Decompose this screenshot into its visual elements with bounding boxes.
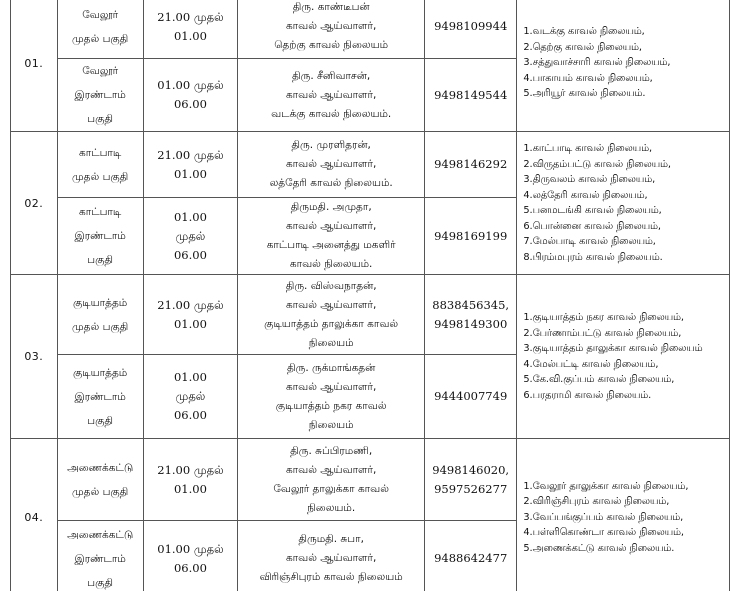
officer-cell-line: காவல் ஆய்வாளர், — [285, 158, 377, 170]
phone-cell — [425, 0, 517, 59]
time-cell — [143, 198, 238, 275]
time-cell-line: 06.00 — [173, 247, 207, 262]
stations-cell-line: 4.லத்தேரி காவல் நிலையம், — [523, 189, 648, 201]
phone-cell-line: 9597526277 — [434, 481, 508, 496]
zone-cell-line: வேலூர் — [82, 65, 119, 77]
time-cell — [143, 0, 238, 59]
stations-cell-line: 3.வேப்பங்குப்பம் காவல் நிலையம், — [523, 511, 684, 523]
officer-cell-line: விரிஞ்சிபுரம் காவல் நிலையம் — [259, 571, 403, 583]
zone-cell-line: முதல் பகுதி — [72, 32, 129, 45]
phone-cell-line: 9498109944 — [434, 19, 508, 33]
officer-cell-line: காவல் ஆய்வாளர், — [285, 88, 377, 101]
stations-cell-line: 4.மேல்பட்டி காவல் நிலையம், — [523, 358, 659, 370]
time-cell-line: 01.00 — [173, 166, 207, 181]
officer-cell-line: தெற்கு காவல் நிலையம் — [274, 39, 389, 51]
time-cell-line: 06.00 — [173, 560, 207, 575]
stations-cell-line: 1.காட்பாடி காவல் நிலையம், — [523, 143, 653, 154]
zone-cell-line: பகுதி — [87, 576, 113, 589]
time-cell — [143, 275, 238, 355]
officer-cell-line: திருமதி. சுபா, — [298, 533, 364, 545]
officer-cell — [238, 198, 425, 275]
serial-number-cell: 01. — [11, 0, 58, 132]
zone-cell-line: அணைக்கட்டு — [67, 461, 134, 474]
officer-cell-line: காவல் ஆய்வாளர், — [285, 380, 377, 393]
officer-cell-line: லத்தேரி காவல் நிலையம். — [269, 177, 393, 189]
officer-cell — [238, 132, 425, 198]
zone-cell-line: இரண்டாம் — [74, 89, 126, 101]
zone-cell-line: முதல் பகுதி — [72, 320, 129, 333]
phone-cell-line: 9498146020, — [432, 462, 510, 477]
officer-cell — [238, 0, 425, 59]
zone-cell — [57, 439, 143, 521]
stations-cell-line: 1.வேலூர் தாலுக்கா காவல் நிலையம், — [523, 480, 689, 492]
stations-cell-line: 2.விருதம்பட்டு காவல் நிலையம், — [523, 158, 672, 170]
officer-cell — [238, 521, 425, 591]
officer-cell-line: நிலையம் — [308, 418, 354, 431]
zone-cell — [57, 521, 143, 591]
zone-cell-line: காட்பாடி — [79, 206, 122, 218]
stations-cell-line: 5.கே.வி.குப்பம் காவல் நிலையம், — [523, 374, 675, 385]
zone-cell-line: வேலூர் — [82, 8, 119, 21]
zone-cell-line: குடியாத்தம் — [73, 366, 128, 379]
stations-cell-line: 1.குடியாத்தம் நகர காவல் நிலையம், — [523, 312, 685, 323]
time-cell-line: 01.00 முதல் — [157, 78, 224, 92]
table-row — [11, 132, 730, 198]
zone-cell-line: காட்பாடி — [79, 146, 122, 159]
zone-cell-line: பகுதி — [87, 113, 113, 125]
stations-cell-line: 3.சத்துவாச்சாரி காவல் நிலையம், — [523, 57, 671, 69]
officer-cell-line: வடக்கு காவல் நிலையம். — [271, 107, 392, 120]
phone-cell-line: 9498149300 — [434, 316, 508, 331]
stations-cell-line: 3.திருவலம் காவல் நிலையம், — [523, 174, 656, 185]
phone-cell-line: 9498169199 — [434, 228, 508, 243]
stations-cell-line: 5.பனமடங்கி காவல் நிலையம், — [523, 205, 662, 216]
time-cell-line: 21.00 முதல் — [157, 462, 224, 477]
time-cell — [143, 132, 238, 198]
stations-cell-line: 6.பொன்னை காவல் நிலையம், — [523, 220, 661, 232]
phone-cell — [425, 198, 517, 275]
time-cell-line: 01.00 — [173, 28, 207, 43]
stations-cell-line: 5.அணைக்கட்டு காவல் நிலையம். — [523, 542, 675, 554]
officer-cell-line: திரு. முரளிதரன், — [291, 139, 371, 151]
stations-cell — [517, 0, 730, 132]
officer-cell-line: திரு. காண்டீபன் — [292, 1, 370, 13]
time-cell-line: 01.00 — [173, 316, 207, 331]
officer-cell-line: காவல் ஆய்வாளர், — [285, 298, 377, 311]
phone-cell-line: 9498146292 — [434, 157, 508, 171]
time-cell-line: 01.00 — [173, 370, 207, 384]
stations-cell-line: 7.மேல்பாடி காவல் நிலையம், — [523, 236, 656, 247]
time-cell-line: 21.00 முதல் — [157, 147, 224, 162]
time-cell-line: 06.00 — [173, 97, 207, 111]
time-cell — [143, 439, 238, 521]
stations-cell-line: 3.குடியாத்தம் தாலுக்கா காவல் நிலையம் — [523, 343, 703, 354]
zone-cell-line: இரண்டாம் — [74, 230, 126, 242]
zone-cell-line: முதல் பகுதி — [72, 170, 129, 183]
time-cell-line: 21.00 முதல் — [157, 9, 224, 24]
phone-cell-line: 9498149544 — [434, 87, 508, 102]
officer-cell-line: காவல் ஆய்வாளர், — [285, 220, 377, 232]
officer-cell — [238, 275, 425, 355]
table-row — [11, 439, 730, 521]
time-cell — [143, 59, 238, 132]
serial-number-cell: 04. — [11, 439, 58, 591]
officer-cell-line: குடியாத்தம் நகர காவல் — [275, 399, 387, 412]
zone-cell-line: இரண்டாம் — [74, 552, 126, 565]
officer-cell — [238, 439, 425, 521]
stations-cell — [517, 275, 730, 439]
serial-number-cell: 02. — [11, 132, 58, 275]
phone-cell — [425, 521, 517, 591]
phone-cell — [425, 355, 517, 439]
zone-cell — [57, 132, 143, 198]
phone-cell — [425, 132, 517, 198]
stations-cell — [517, 132, 730, 275]
time-cell-line: 06.00 — [173, 408, 207, 422]
officer-cell-line: திரு. விஸ்வநாதன், — [285, 279, 377, 292]
officer-cell-line: நிலையம். — [307, 501, 356, 514]
stations-cell-line: 4.பள்ளிகொண்டா காவல் நிலையம், — [523, 527, 685, 539]
officer-cell-line: வேலூர் தாலுக்கா காவல் — [273, 482, 389, 495]
stations-cell-line: 2.பேர்ணாம்பட்டு காவல் நிலையம், — [523, 327, 682, 339]
phone-cell — [425, 439, 517, 521]
phone-cell-line: 8838456345, — [432, 297, 510, 312]
zone-cell-line: பகுதி — [87, 254, 113, 266]
table-row — [11, 0, 730, 59]
officer-cell-line: திரு. ருக்மாங்கதன் — [286, 361, 376, 374]
zone-cell — [57, 275, 143, 355]
time-cell-line: 01.00 முதல் — [157, 541, 224, 556]
zone-cell-line: அணைக்கட்டு — [67, 528, 134, 541]
phone-cell-line: 9488642477 — [434, 551, 508, 565]
officer-cell-line: காட்பாடி அனைத்து மகளிர் — [266, 239, 396, 251]
time-cell — [143, 521, 238, 591]
zone-cell-line: குடியாத்தம் — [73, 296, 128, 309]
officer-cell — [238, 355, 425, 439]
serial-number-cell: 03. — [11, 275, 58, 439]
stations-cell — [517, 439, 730, 591]
stations-cell-line: 6.பரதராமி காவல் நிலையம். — [523, 389, 652, 401]
zone-cell-line: பகுதி — [87, 414, 113, 427]
zone-cell — [57, 0, 143, 59]
zone-cell — [57, 59, 143, 132]
officer-cell-line: காவல் நிலையம். — [289, 258, 373, 270]
officer-cell-line: காவல் ஆய்வாளர், — [285, 463, 377, 476]
officer-cell-line: காவல் ஆய்வாளர், — [285, 20, 377, 32]
officer-cell-line: காவல் ஆய்வாளர், — [285, 552, 377, 564]
patrol-schedule-table — [10, 0, 730, 591]
time-cell — [143, 355, 238, 439]
stations-cell-line: 2.விரிஞ்சிபுரம் காவல் நிலையம், — [523, 496, 670, 508]
zone-cell-line: முதல் பகுதி — [72, 485, 129, 498]
stations-cell-line: 4.பாகாயம் காவல் நிலையம், — [523, 72, 653, 84]
time-cell-line: முதல் — [175, 228, 206, 243]
officer-cell — [238, 59, 425, 132]
stations-cell-line: 5.அரியூர் காவல் நிலையம். — [523, 88, 646, 100]
officer-cell-line: திரு. சுப்பிரமணி, — [290, 444, 373, 457]
table-row — [11, 275, 730, 355]
stations-cell-line: 2.தெற்கு காவல் நிலையம், — [523, 41, 643, 53]
time-cell-line: 01.00 — [173, 209, 207, 224]
stations-cell-line: 1.வடக்கு காவல் நிலையம், — [523, 26, 645, 38]
time-cell-line: 01.00 — [173, 481, 207, 496]
zone-cell — [57, 198, 143, 275]
phone-cell — [425, 275, 517, 355]
zone-cell-line: இரண்டாம் — [74, 390, 126, 403]
zone-cell — [57, 355, 143, 439]
phone-cell-line: 9444007749 — [434, 389, 508, 403]
officer-cell-line: திருமதி. அமுதா, — [290, 201, 372, 213]
stations-cell-line: 8.பிரம்மபுரம் காவல் நிலையம். — [523, 251, 663, 263]
time-cell-line: முதல் — [175, 389, 206, 403]
time-cell-line: 21.00 முதல் — [157, 297, 224, 312]
officer-cell-line: குடியாத்தம் தாலுக்கா காவல் — [264, 317, 399, 330]
phone-cell — [425, 59, 517, 132]
officer-cell-line: திரு. சீனிவாசன், — [292, 69, 371, 82]
officer-cell-line: நிலையம் — [308, 336, 354, 349]
